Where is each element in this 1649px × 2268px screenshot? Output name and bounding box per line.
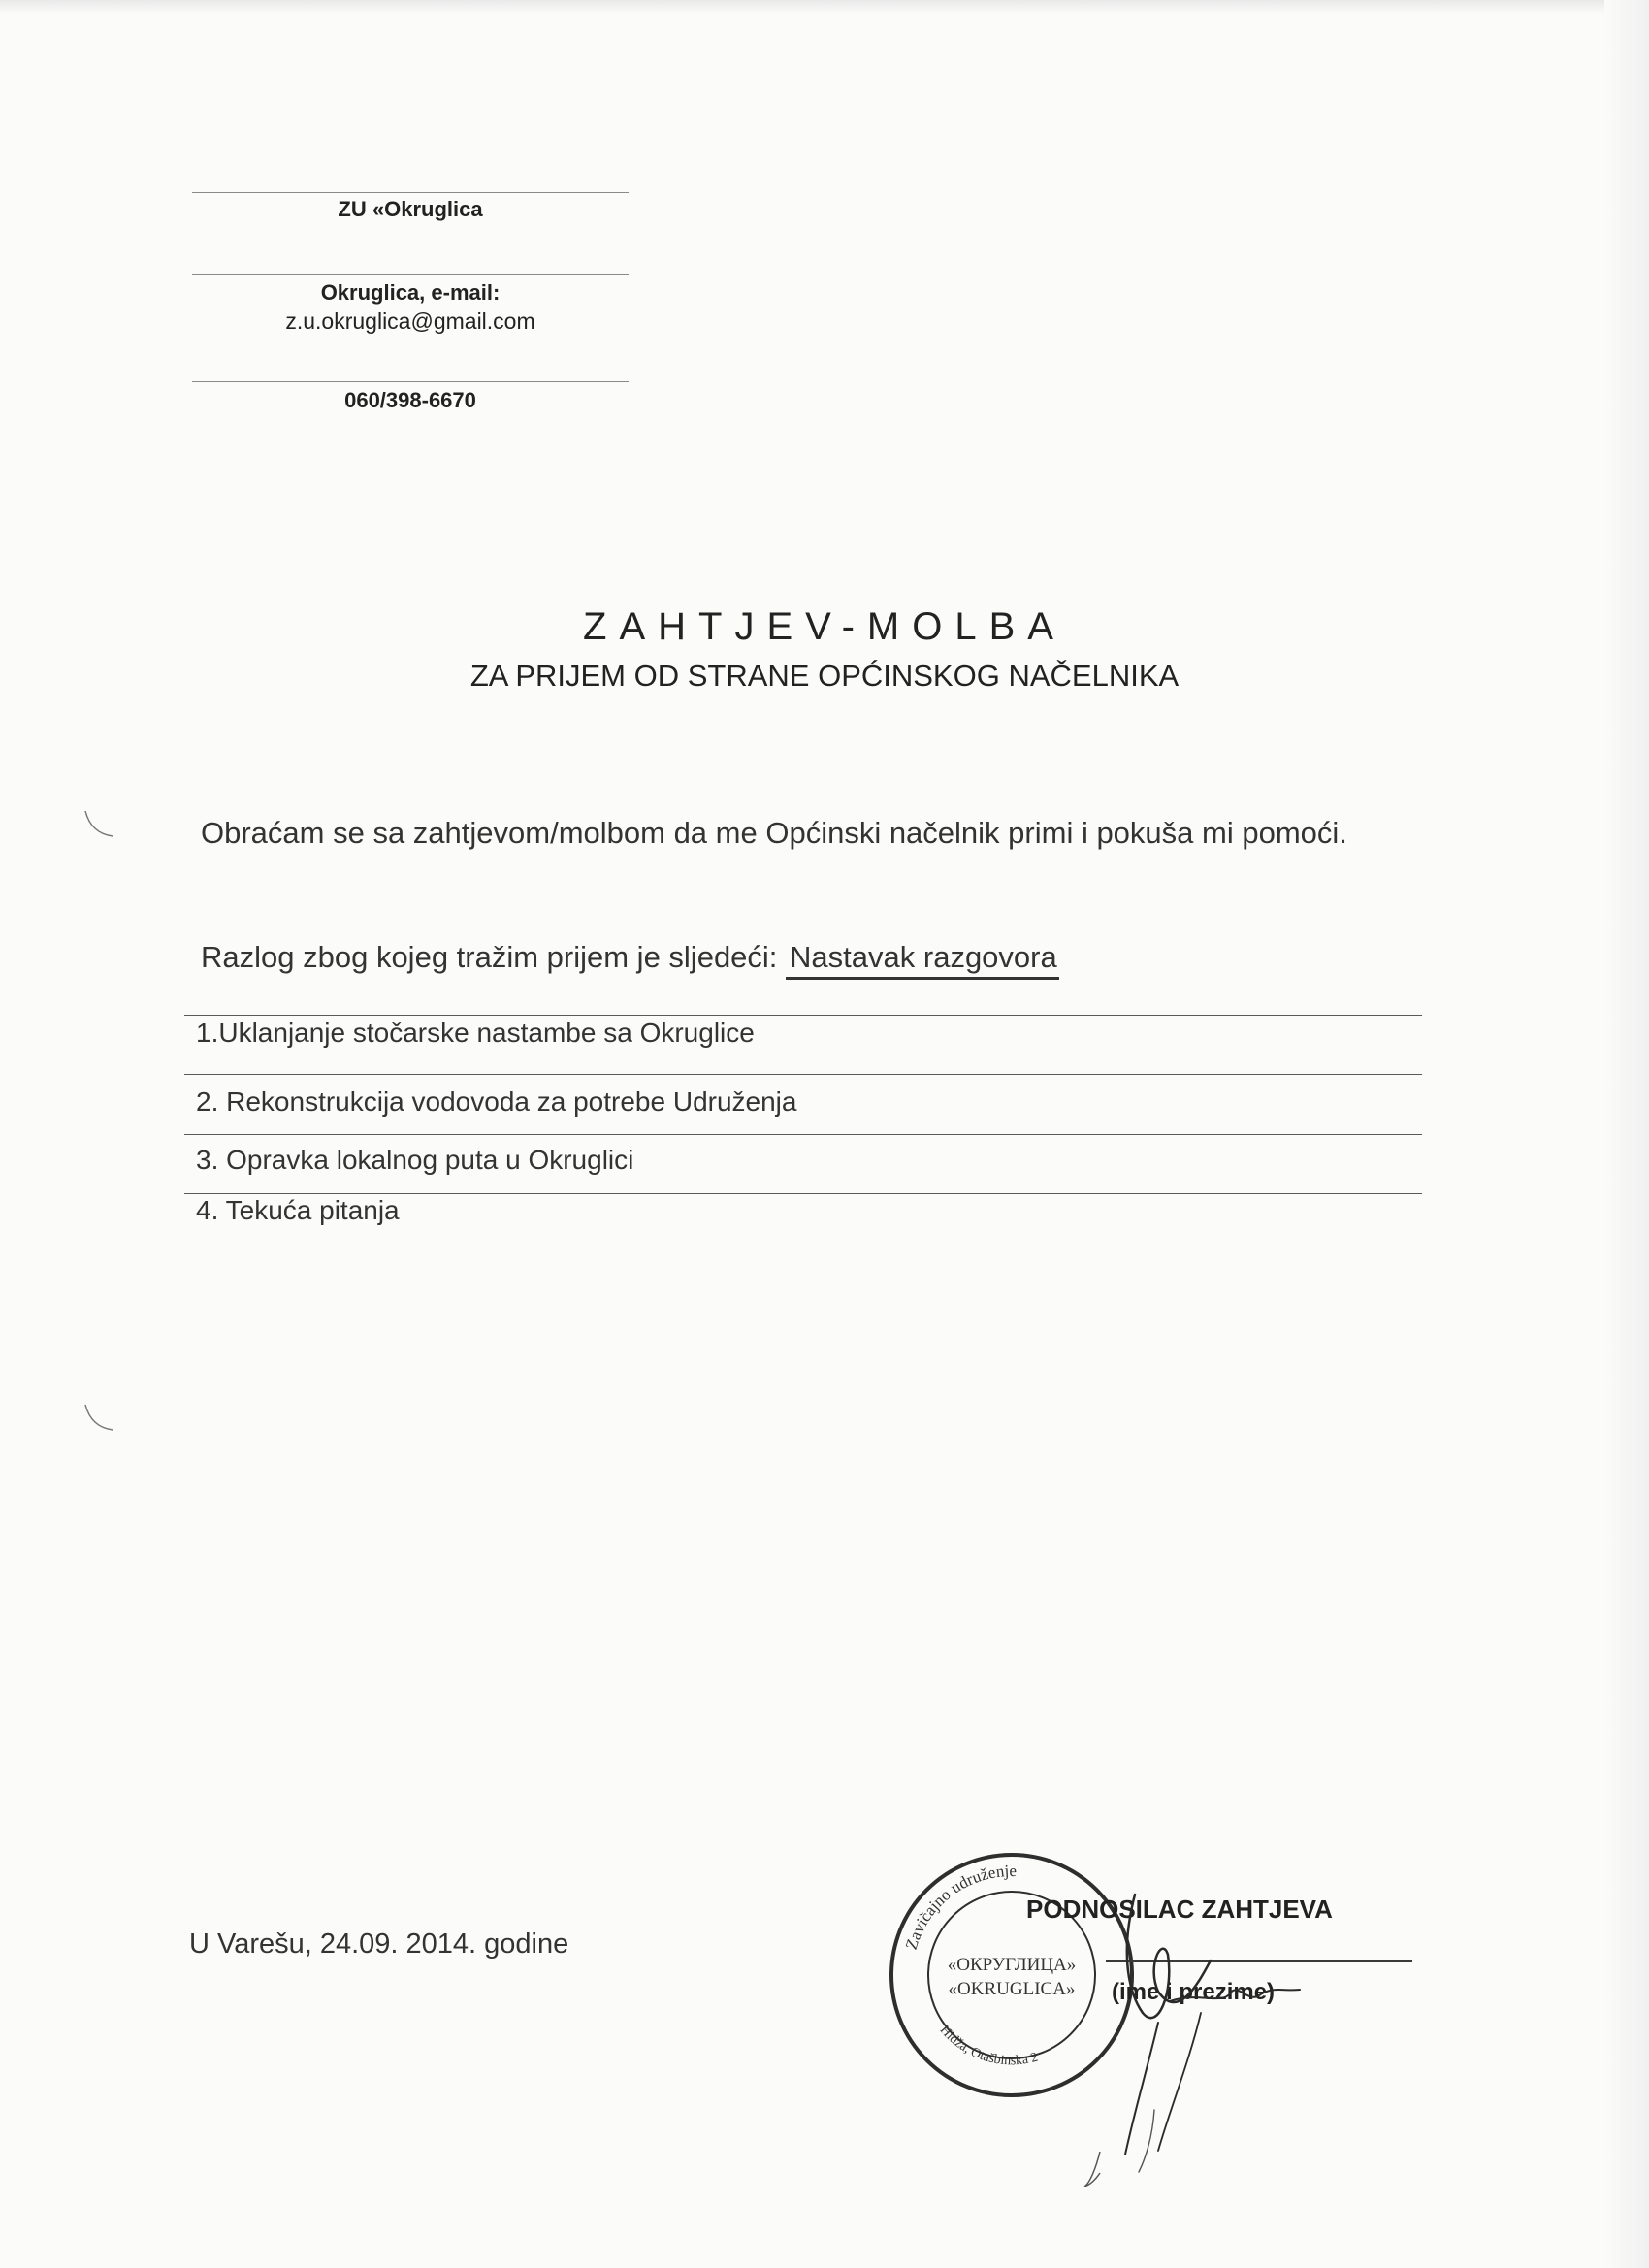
signatory-hint: (ime i prezime) <box>1112 1979 1276 2005</box>
list-rule <box>184 1074 1422 1075</box>
reason-paragraph <box>201 937 1415 980</box>
reason-prefix: Razlog zbog kojeg tražim prijem je sljedeći: <box>201 940 787 974</box>
stamp-name-cyrillic: «ОКРУГЛИЦА» <box>947 1955 1077 1975</box>
list-item: 3. Opravka lokalnog puta u Okruglici <box>196 1145 634 1175</box>
phone-line: 060/398-6670 <box>344 388 476 412</box>
reason-answer: Nastavak razgovora <box>786 938 1059 980</box>
document-title: ZAHTJEV-MOLBA <box>583 605 1066 648</box>
address-line: Okruglica, e-mail: <box>320 280 501 305</box>
list-item: 1.Uklanjanje stočarske nastambe sa Okruglice <box>196 1018 755 1048</box>
list-item: 4. Tekuća pitanja <box>196 1195 400 1225</box>
scan-edge-top <box>0 0 1649 14</box>
document-subtitle: ZA PRIJEM OD STRANE OPĆINSKOG NAČELNIKA <box>469 659 1180 693</box>
stamp-upper-text: Zavičajno udruženje <box>901 1861 1018 1952</box>
list-item: 2. Rekonstrukcija vodovoda za potrebe Udruženja <box>196 1086 797 1117</box>
date-place: U Varešu, 24.09. 2014. godine <box>189 1928 569 1960</box>
header-rule <box>192 381 629 382</box>
organization-name: ZU «Okruglica <box>338 197 483 221</box>
email-line: z.u.okruglica@gmail.com <box>285 308 535 334</box>
header-rule <box>192 274 629 275</box>
list-rule <box>184 1193 1422 1194</box>
header-rule <box>192 192 629 193</box>
list-rule <box>184 1015 1422 1016</box>
scan-mark <box>81 807 120 846</box>
list-rule <box>184 1134 1422 1135</box>
handwritten-signature <box>1065 1877 1346 2178</box>
scan-edge-right <box>1604 0 1649 2268</box>
stamp-lower-text: Hidža, Otašbinska 2 <box>936 2023 1040 2069</box>
request-paragraph: Obraćam se sa zahtjevom/molbom da me Općinski načelnik primi i pokuša mi pomoći. <box>201 816 1347 850</box>
scan-mark <box>81 1401 120 1440</box>
signatory-label: PODNOSILAC ZAHTJEVA <box>1026 1895 1333 1924</box>
stamp-name-latin: «OKRUGLICA» <box>948 1979 1076 1999</box>
